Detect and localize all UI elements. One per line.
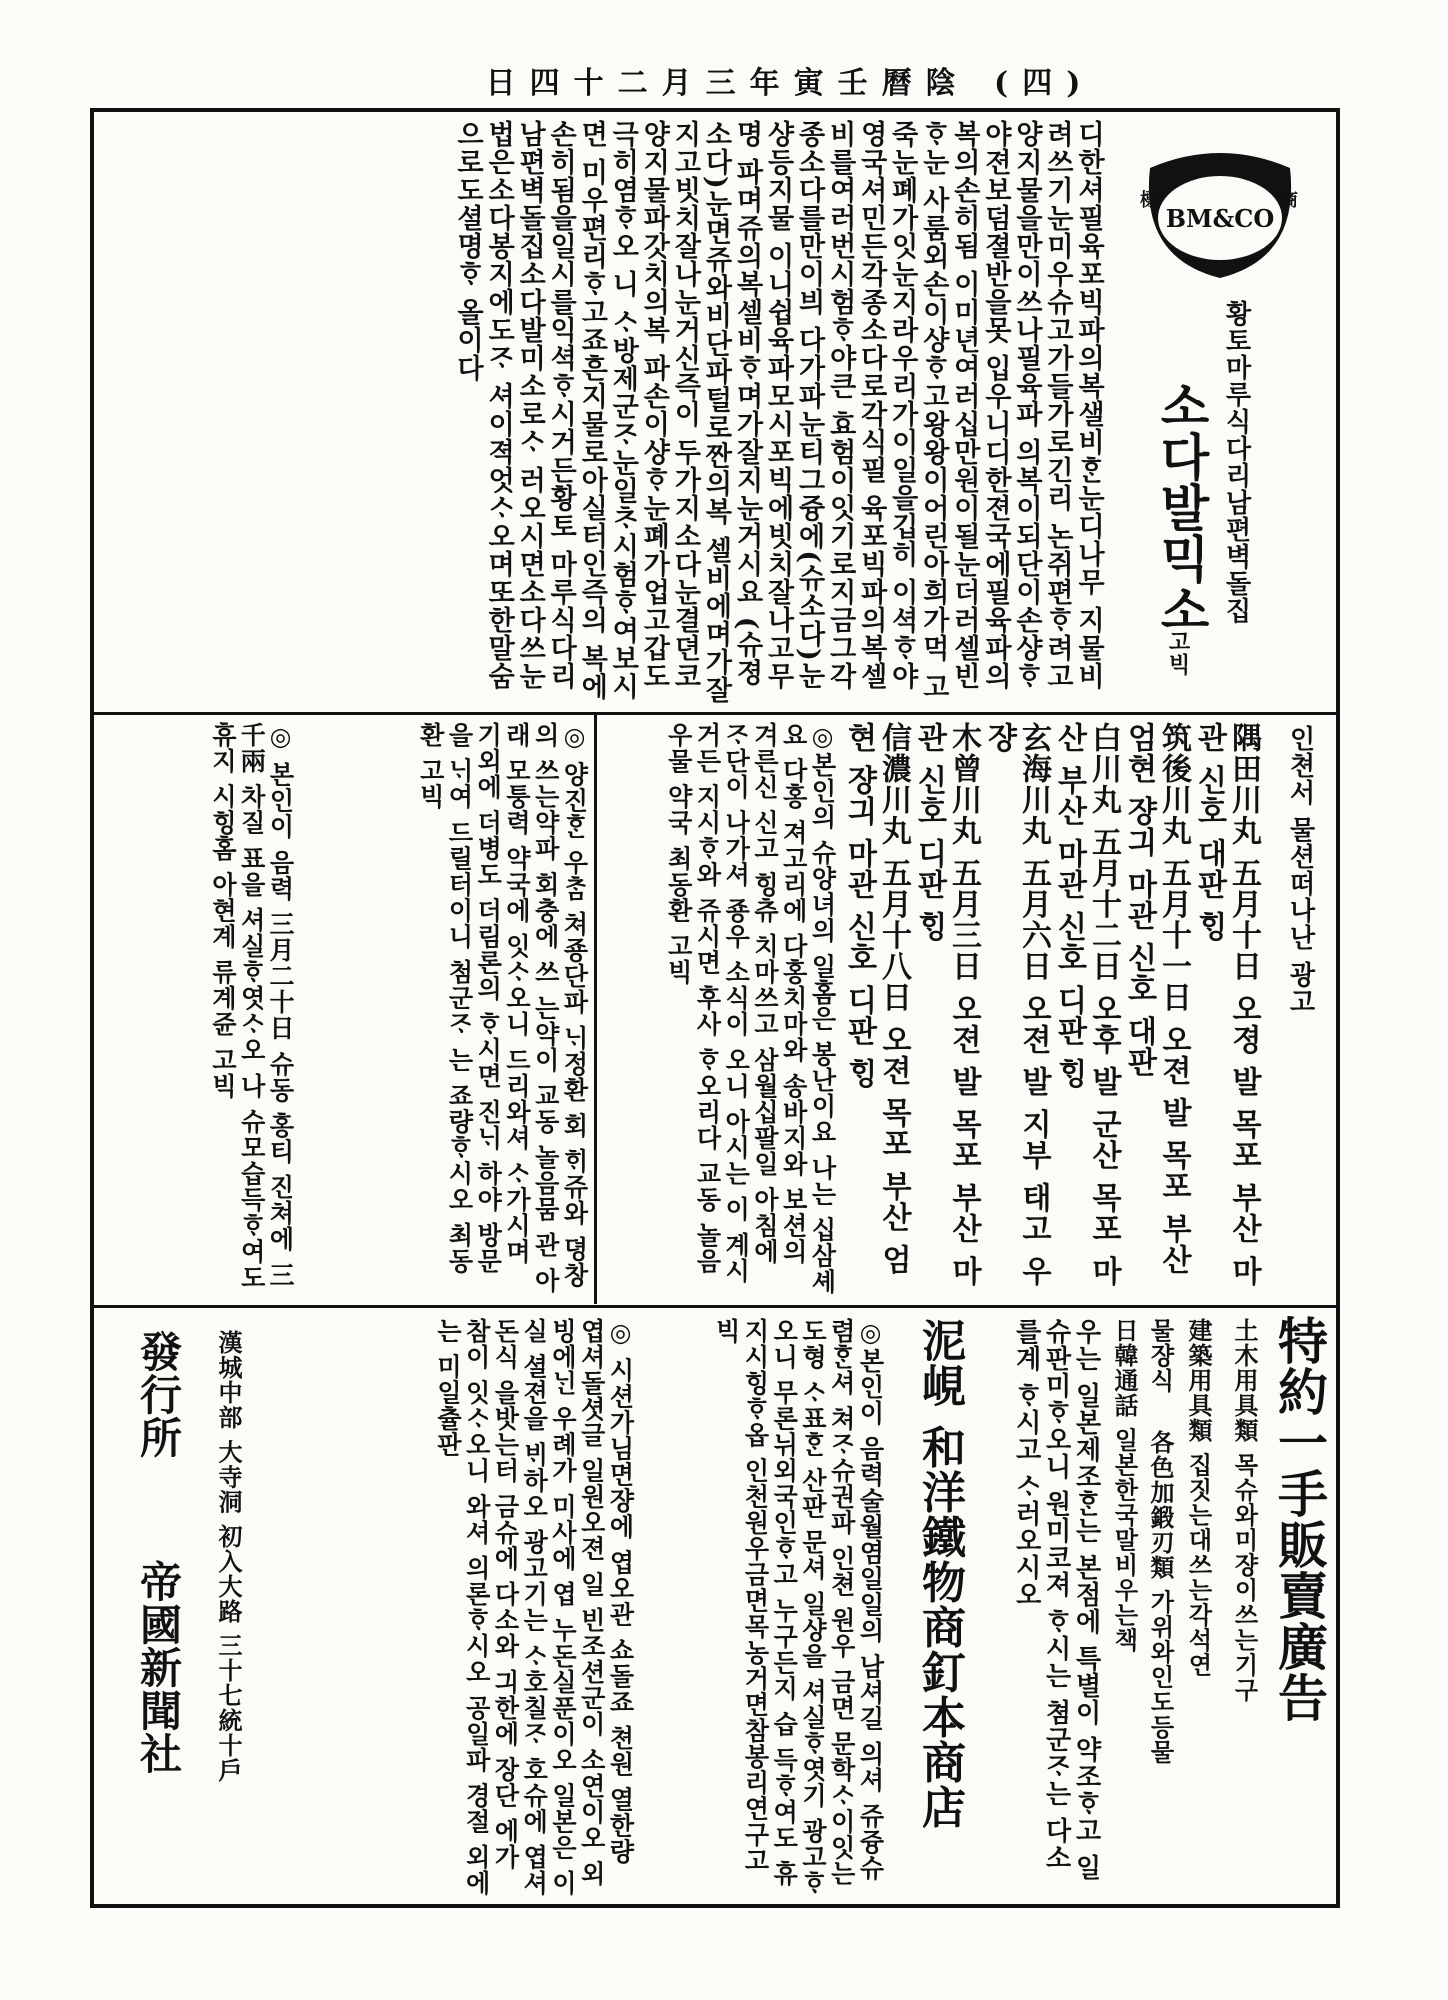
publisher-name: 帝國新聞社 — [134, 1560, 183, 1775]
publisher-address: 漢城中部 大寺洞 初入大路 三十七統十戶 — [214, 1330, 243, 1784]
hardware-line-3: 물쟝식 — [1146, 1318, 1175, 1393]
soda-shop-name: 소다발믹소 — [1152, 380, 1211, 635]
lost-deed-notice: ◎본인이 음력술월염일일의 남셔길 의셔 쥬즁슈렴ᄒᆞᆫ셔 쳐ᄌᆞ슈권파 인쳔 원우 금면 문학ᄉᆞ이잇는 도형 ᄉᆞ표ᄒᆞᆫ 산판 문셔 일샹을 셔실ᄒᆞ엿기 광고ᄒᆞ 오니 무론뉘외국인ᄒᆞ고 누구든지 습 득ᄒᆞ여도 휴지시힝ᄒᆞ옵 인천원우금면목농거면참봉리연구고빅 — [712, 1318, 885, 1906]
hardware-shop-name: 泥峴 和洋鐵物商釘本商店 — [914, 1318, 965, 1830]
logo-mark-right: 商 — [1280, 190, 1298, 211]
hardware-line-2: 建築用具類 집짓는대쓰는각석연 — [1184, 1318, 1213, 1678]
divider-mid-vertical — [594, 714, 597, 1304]
hardware-line-1: 土木用具類 목슈와미쟝이쓰는기구 — [1230, 1318, 1259, 1703]
divider-upper — [94, 712, 1336, 715]
advertising-rate-notice: ◎ 시션가님면쟝에 엽오관 쇼돌죠 쳔원 열한량 엽셔돌셧글 일원오젼 일 빈조션군이 소연이오 외빙에ᄂᆡᆫ 우례가 미사에 엽 누돈실푼이오 일본은 이실 셜젼을 ᄇᆡ하오 광고기는 ᄉᆞ호칠ᄌᆞ 호슈에 엽셔돈식 을밧는터 금슈에 다소와 긔한에 장단 에가 참이 잇ᄉᆞ오니 와셔 의론ᄒᆞ시오 공일파 경절 외에는 미일츌판 — [433, 1318, 635, 1897]
logo-text: BM&CO — [1165, 204, 1275, 233]
soda-notice: 고빅 — [1165, 630, 1191, 676]
soda-body-text: 디한셔필육포빅파의복샐비ᄒᆞᆫ눈디나무 지물비려쓰기눈미우슈고가들가로긴리 논쥐편ᄒᆞ려고양지물을만이쓰나필육파 의복이되단이손샹ᄒᆞ야젼보덤졀반을못 입우니디한젼국에필육파의복의손히됨 이미년여러십만원이될눈더러셀빈ᄒᆞ눈 사룸외손이샹ᄒᆞ고왕왕이어린아희가먹 고죽눈폐가잇눈지라우리가이일을깁히 이셕ᄒᆞ야영국셔민든각종소다로각식필 육포빅파의복셀비를여러번시험ᄒᆞ야큰 효험이잇기로지금그각종소다를만이븨 다가파눈티그즁에(슈소다)눈샹등지물 이니쉽육파모시포빅에빗치잘나고무명 파며쥬의복셀비ᄒᆞ며가잘지눈거시요 (슈졍소다)눈면쥬와비단파털로짠의복 셀비에며가잘지고빗치잘나눈거신즉이 두가지소다눈결뎐코양지물파갓치의복 파손이샹ᄒᆞ눈폐가업고갑도극히염ᄒᆞ오 니 ᄉᆞ방제군ᄌᆞ눈일ᄎᆞ시험ᄒᆞ여보시면 미우편리ᄒᆞ고죠흔지물로아실터인즉의 복에손히됨을일시를익셕ᄒᆞ시거든황토 마루식다리남편벽돌집소다발미소로ᄉᆞ 러오시면소다쓰눈법은소다봉지에도ᄌᆞ 셔이젹엇ᄉᆞ오며또한말숨으로도셜명ᄒᆞ 올이다 — [452, 120, 1104, 705]
ship-line-1: 隅田川丸 五月十日 오졍 발 목포 부산 마관 신호 대판 ᄒᆡᆼ — [1191, 722, 1261, 1287]
ship-line-6: 信濃川丸 五月十八日 오젼 목포 부산 엄현 쟝긔 마관 신호 디판 ᄒᆡᆼ — [841, 722, 911, 1276]
hardware-ad-title: 特約一手販賣廣告 — [1270, 1315, 1329, 1723]
publisher-label: 發行所 — [134, 1330, 183, 1459]
hardware-line-5: 日韓通話 일본한국말비우는책 — [1110, 1318, 1139, 1653]
ship-line-5: 木曾川丸 五月三日 오젼 발 목포 부산 마관 신호 디판 ᄒᆡᆼ — [911, 722, 981, 1287]
page-header-date: 日四十二月三年寅壬曆陰 (四) — [485, 66, 1095, 101]
ship-line-2: 筑後川丸 五月十一日 오젼 발 목포 부산 엄현 쟝긔 마관 신호 대판 — [1121, 722, 1191, 1287]
soda-address: 황토마루식다리남편벽돌집 — [1221, 300, 1251, 624]
ship-line-3: 白川丸 五月十二日 오후 발 군산 목포 마산 부산 마관 신호 디판 ᄒᆡᆼ — [1051, 722, 1121, 1287]
hardware-line-4: 各色加鍛刃類 가위와인도등물 — [1146, 1430, 1175, 1765]
ship-line-4: 玄海川丸 五月六日 오젼 발 지부 태고 우쟝 — [981, 722, 1051, 1287]
divider-lower — [94, 1305, 1336, 1308]
medicine-ad-body: ◎ 양진ᄒᆞᆫ 우ᄎᆞᆷ 쳐죵단파 ᄂᆡ정환 회 ᄒᆡ쥬와 뎡창의 쓰는약파 회충에 쓰 는약이 교동 놀음뭄 관 아래 모퉁력 약국에 잇ᄉᆞ오니 드리와셔 ᄉᆞ가시며 기외에 더병도 더림론의 ᄒᆞ시면 진ᄂᆡ 하야 방문을 ᄂᆡ여 드릴터이니 첨군ᄌᆞ 는 죠량ᄒᆞ시오 최동환 고빅 — [416, 722, 589, 1294]
missing-daughter-notice: ◎본인의 슈양녀의 일홈은 봉난이요 나는 십삼셰요 다홍 져고리에 다홍치마와 송바지와 보션의 겨른신 신고 힝츄 치마쓰고 삼월십팔일 아침에 ᄌᆞ단이 나가셔 죵우 소식이 오니 아시는 이 계시거든 지시ᄒᆞ와 쥬시면 후사 ᄒᆞ오리다 교동 놀음우물 약국 최동환 고빅 — [664, 722, 837, 1295]
ship-ad-title: 인쳔서 물션떠나난 광고 — [1285, 725, 1315, 1016]
lost-note-notice: ◎ 본인이 음력 三月二十日 슈동 홍티 진쳐에 三千兩 차질 표을 셔실ᄒᆞ엿ᄉᆞ오 나 슈모습득ᄒᆞ여도 휴지 시힝홈 아현계 류계쥰 고빅 — [208, 722, 295, 1301]
hardware-body: 우는 일본제조ᄒᆞᆫ는 본점에 특별이 약조ᄒᆞ고 일슈판미ᄒᆞ오니 원미코져 ᄒᆞ시는 쳠군ᄌᆞ는 다소를계 ᄒᆞ시고 ᄉᆞ러오시오 — [1011, 1318, 1101, 1882]
bm-co-logo — [1140, 148, 1300, 288]
logo-mark-left: 標 — [1140, 190, 1158, 211]
ship-schedule-list — [840, 722, 1260, 1297]
